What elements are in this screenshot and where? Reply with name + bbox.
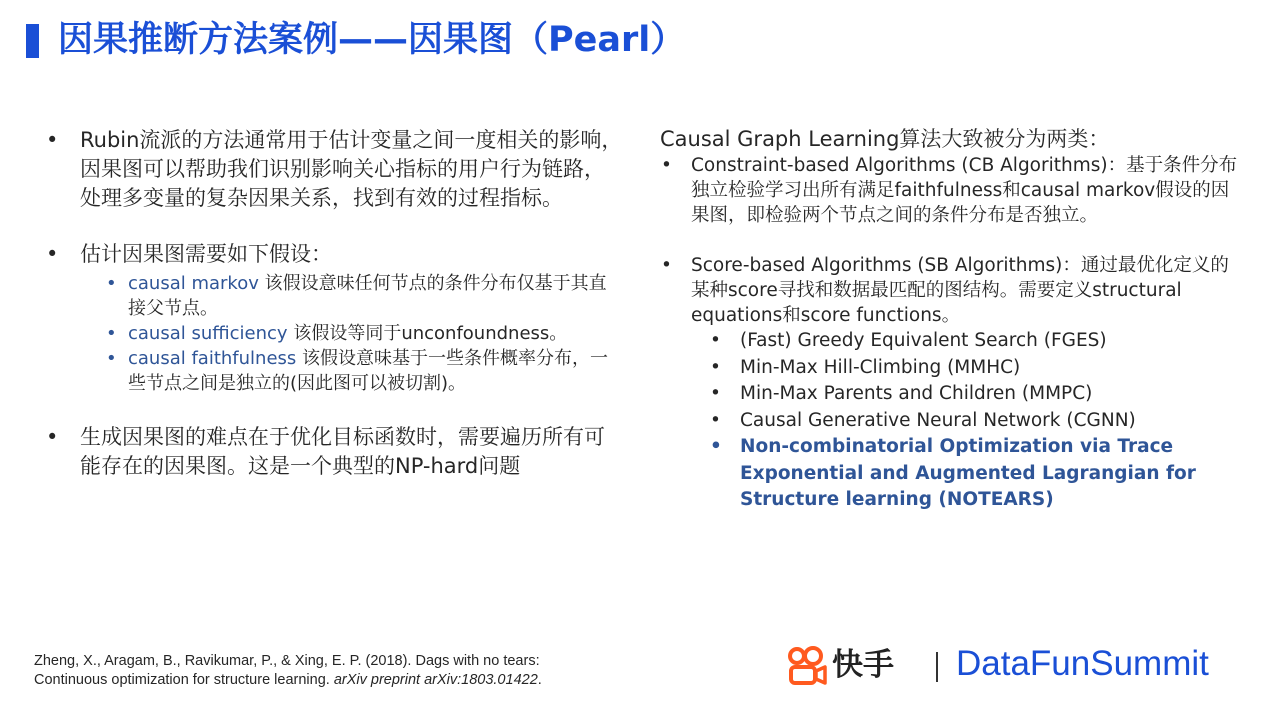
list-item [44,423,624,481]
reference-end: . [537,672,542,688]
left-bullet-list [44,126,624,481]
reference-line1: Zheng, X., Aragam, B., Ravikumar, P., & Xing, E. P. (2018). Dags with no tears: [34,653,540,669]
method-item: • (Fast) Greedy Equivalent Search (FGES) [660,328,1240,355]
method-list [660,328,1240,514]
list-item [44,126,624,213]
assumption-desc: 该假设意味任何节点的条件分布仅基于其直接父节点。 [128,273,607,319]
assumption-desc: 该假设等同于unconfoundness。 [287,323,568,344]
assumption-term: causal faithfulness [128,348,297,369]
right-column [660,126,1240,514]
list-item [660,253,1240,328]
left-column [44,126,624,481]
method-item-highlighted: • Non-combinatorial Optimization via Trace Exponential and Augmented Lagrangian for Structure learning (NOTEARS) [660,434,1240,514]
assumption-list [80,271,624,396]
list-item [660,153,1240,228]
bullet-text: Rubin流派的方法通常用于估计变量之间一度相关的影响，因果图可以帮助我们识别影响关心指标的用户行为链路，处理多变量的复杂因果关系，找到有效的过程指标。 [80,128,623,210]
title-accent-bar [26,24,39,58]
assumption-term: causal sufficiency [128,323,288,344]
footer-logos [786,640,1272,690]
reference-journal: arXiv preprint arXiv:1803.01422 [333,672,538,688]
bullet-text: Score-based Algorithms (SB Algorithms)：通过最优化定义的某种score寻找和数据最匹配的图结构。需要定义structural equations和score functions。 [691,255,1229,326]
assumption-item [80,321,624,346]
assumption-term: causal markov [128,273,259,294]
method-item: • Causal Generative Neural Network (CGNN) [660,408,1240,435]
list-item [44,240,624,396]
reference-citation [34,652,542,690]
bullet-text: 生成因果图的难点在于优化目标函数时，需要遍历所有可能存在的因果图。这是一个典型的NP-hard问题 [80,425,605,478]
logo-divider [936,652,938,682]
assumption-item [80,346,624,396]
method-item: • Min-Max Parents and Children (MMPC) [660,381,1240,408]
assumption-item [80,271,624,321]
reference-line2: Continuous optimization for structure learning. [34,672,334,688]
right-heading: Causal Graph Learning算法大致被分为两类： [660,127,1110,151]
method-item: • Min-Max Hill-Climbing (MMHC) [660,355,1240,382]
datafunsummit-logo: DataFunSummit [956,644,1209,683]
assumption-desc: 该假设意味基于一些条件概率分布，一些节点之间是独立的(因此图可以被切割)。 [128,348,609,394]
bullet-text: 估计因果图需要如下假设： [80,242,332,266]
kuaishou-logo-icon [786,646,828,686]
bullet-text: Constraint-based Algorithms (CB Algorithms)：基于条件分布独立检验学习出所有满足faithfulness和causal markov假设的因果图，即检验两个节点之间的条件分布是否独立。 [691,155,1238,226]
right-bullet-list [660,153,1240,328]
page-title: 因果推断方法案例——因果图（Pearl） [58,20,686,60]
kuaishou-logo-text: 快手 [832,647,894,683]
